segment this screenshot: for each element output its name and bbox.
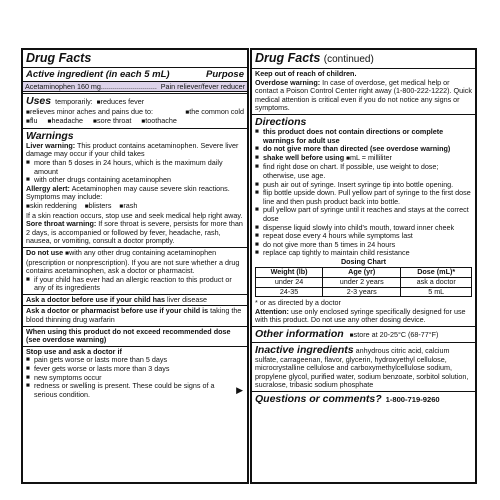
- stop-use-bullet: ■ pain gets worse or lasts more than 5 days: [26, 356, 244, 365]
- inactive-ingredients-text: anhydrous citric acid, calcium sulfate, carrageenan, flavor, glycerin, hydroxyethyl cellulose, microcrystalline cellulose and carboxymethylcellulose sodium, propylene glycol, purified water, sodium benzoate, sorbitol solution, sucralose, tribasic sodium phosphate: [255, 345, 469, 390]
- table-header: Age (yr): [323, 268, 401, 278]
- table-cell: 24-35: [256, 287, 323, 297]
- use-item: ■ sore throat: [93, 117, 131, 127]
- drug-facts-left-panel: [21, 48, 249, 484]
- purpose-heading: Purpose: [205, 69, 244, 80]
- direction-item: ■ flip bottle upside down. Pull yellow part of syringe to the first dose line and then push product back into bottle.: [255, 189, 472, 206]
- use-item: ■ the common cold: [185, 108, 244, 118]
- uses-section: [23, 94, 247, 129]
- warnings-section: [23, 129, 247, 248]
- do-not-use-text: ■ with any other drug containing acetaminophen (prescription or nonprescription). If you are not sure whether a drug contains acetaminophen, ask a doctor or pharmacist.: [26, 248, 239, 275]
- ingredient-name: Acetaminophen 160 mg: [25, 82, 101, 91]
- allergy-alert-label: Allergy alert:: [26, 183, 70, 193]
- liver-warning-text: This product contains acetaminophen. Severe liver damage may occur if your child takes: [26, 140, 239, 159]
- other-information-text: ■ store at 20-25°C (68-77°F): [350, 331, 439, 341]
- questions-section: [252, 392, 475, 406]
- table-cell: under 2 years: [323, 278, 401, 288]
- direction-item: ■ do not give more than directed (see overdose warning): [255, 145, 472, 154]
- stop-use-label: Stop use and ask a doctor if: [26, 346, 122, 356]
- title-section: [23, 50, 247, 68]
- table-row: [256, 278, 472, 288]
- table-header: Weight (lb): [256, 268, 323, 278]
- table-cell: 5 mL: [401, 287, 472, 297]
- direction-item: shake well before using: [263, 152, 345, 162]
- drug-facts-right-panel: [250, 48, 477, 484]
- ask-pharmacist-label: Ask a doctor or pharmacist before use if your child is: [26, 306, 209, 316]
- other-information-section: [252, 327, 475, 343]
- table-cell: ask a doctor: [401, 278, 472, 288]
- uses-intro: temporarily:: [55, 97, 93, 106]
- panel-title: Drug Facts: [255, 51, 321, 65]
- allergy-after-text: If a skin reaction occurs, stop use and seek medical help right away.: [26, 210, 243, 220]
- liver-bullet: ■ with other drugs containing acetaminophen: [26, 176, 244, 185]
- ask-doctor-section: [23, 295, 247, 307]
- symptom-item: ■ skin reddening: [26, 202, 77, 212]
- directions-section: [252, 115, 475, 327]
- continue-arrow-icon: ▶: [236, 385, 243, 396]
- stop-use-section: [23, 347, 247, 401]
- direction-item: ■ replace cap tightly to maintain child resistance: [255, 249, 472, 258]
- when-using-section: [23, 327, 247, 347]
- active-ingredient-heading: Active ingredient (in each 5 mL): [26, 69, 170, 80]
- directions-heading: Directions: [255, 115, 307, 128]
- dot-leader: ............................: [100, 82, 157, 91]
- sore-throat-text: If sore throat is severe, persists for more than 2 days, is accompanied or followed by fever, headache, rash, nausea, or vomiting, consult a doctor promptly.: [26, 219, 243, 246]
- symptom-item: ■ rash: [119, 202, 137, 212]
- keep-out-text: Keep out of reach of children.: [255, 69, 357, 78]
- direction-item: ■ find right dose on chart. If possible, use weight to dose; otherwise, use age.: [255, 163, 472, 180]
- symptom-item: ■ blisters: [85, 202, 112, 212]
- title-section: [252, 50, 475, 69]
- direction-item: ■ push air out of syringe. Insert syringe tip into bottle opening.: [255, 181, 472, 190]
- questions-phone: 1-800-719-9260: [385, 395, 440, 404]
- use-item: ■ toothache: [141, 117, 177, 127]
- do-not-use-bullet: ■ if your child has ever had an allergic reaction to this product or any of its ingredients: [26, 276, 244, 293]
- table-header: Dose (mL)*: [401, 268, 472, 278]
- when-using-text: When using this product do not exceed recommended dose (see overdose warning): [26, 326, 231, 345]
- questions-heading: Questions or comments?: [255, 393, 382, 405]
- table-cell: under 24: [256, 278, 323, 288]
- active-ingredient-row: [23, 81, 247, 92]
- do-not-use-label: Do not use: [26, 247, 64, 257]
- other-information-heading: Other information: [255, 328, 344, 341]
- dosing-chart: [255, 267, 472, 297]
- use-item: ■ relieves minor aches and pains due to:: [26, 108, 153, 118]
- direction-item: ■ do not give more than 5 times in 24 hours: [255, 241, 472, 250]
- dosing-footnote: * or as directed by a doctor: [255, 298, 341, 308]
- uses-heading: Uses: [26, 95, 52, 107]
- active-ingredient-section: [23, 68, 247, 94]
- attention-label: Attention:: [255, 306, 289, 316]
- stop-use-bullet: ■ fever gets worse or lasts more than 3 days: [26, 365, 244, 374]
- allergy-alert-text: Acetaminophen may cause severe skin reactions. Symptoms may include:: [26, 183, 230, 202]
- table-cell: 2-3 years: [323, 287, 401, 297]
- inactive-ingredients-heading: Inactive ingredients: [255, 343, 354, 356]
- sore-throat-label: Sore throat warning:: [26, 219, 97, 229]
- do-not-use-section: [23, 248, 247, 295]
- ask-doctor-label: Ask a doctor before use if your child has: [26, 294, 165, 304]
- direction-item: ■ dispense liquid slowly into child's mouth, toward inner cheek: [255, 224, 472, 233]
- dosing-chart-caption: Dosing Chart: [340, 256, 387, 266]
- use-item: ■ flu: [26, 117, 38, 127]
- stop-use-bullet: ■ redness or swelling is present. These could be signs of a serious condition.: [26, 382, 244, 399]
- overdose-label: Overdose warning:: [255, 77, 321, 87]
- direction-item: ■ repeat dose every 4 hours while symptoms last: [255, 232, 472, 241]
- ingredient-purpose: Pain reliever/fever reducer: [160, 82, 245, 91]
- liver-warning-label: Liver warning:: [26, 140, 76, 150]
- direction-item: ■ this product does not contain directions or complete warnings for adult use: [255, 128, 472, 145]
- panel-title: Drug Facts: [26, 51, 92, 65]
- direction-note: ■ mL = milliliter: [346, 153, 392, 162]
- ask-pharmacist-section: [23, 306, 247, 326]
- continued-label: (continued): [323, 54, 374, 65]
- keep-out-section: [252, 69, 475, 115]
- stop-use-bullet: ■ new symptoms occur: [26, 374, 244, 383]
- attention-text: use only enclosed syringe specifically designed for use with this product. Do not use any other dosing device.: [255, 306, 466, 325]
- overdose-text: In case of overdose, get medical help or contact a Poison Control Center right away (1-800-222-1222). Quick medical attention is critical even if you do not notice any signs or symptoms.: [255, 77, 472, 113]
- warnings-heading: Warnings: [26, 129, 74, 142]
- inactive-ingredients-section: [252, 343, 475, 392]
- use-item: ■ reduces fever: [97, 98, 144, 108]
- ask-doctor-text: liver disease: [167, 294, 207, 304]
- direction-item: ■ pull yellow part of syringe until it reaches and stays at the correct dose: [255, 206, 472, 223]
- liver-bullet: ■ more than 5 doses in 24 hours, which is the maximum daily amount: [26, 159, 244, 176]
- use-item: ■ headache: [48, 117, 84, 127]
- ask-pharmacist-text: taking the blood thinning drug warfarin: [26, 306, 242, 325]
- table-row: [256, 287, 472, 297]
